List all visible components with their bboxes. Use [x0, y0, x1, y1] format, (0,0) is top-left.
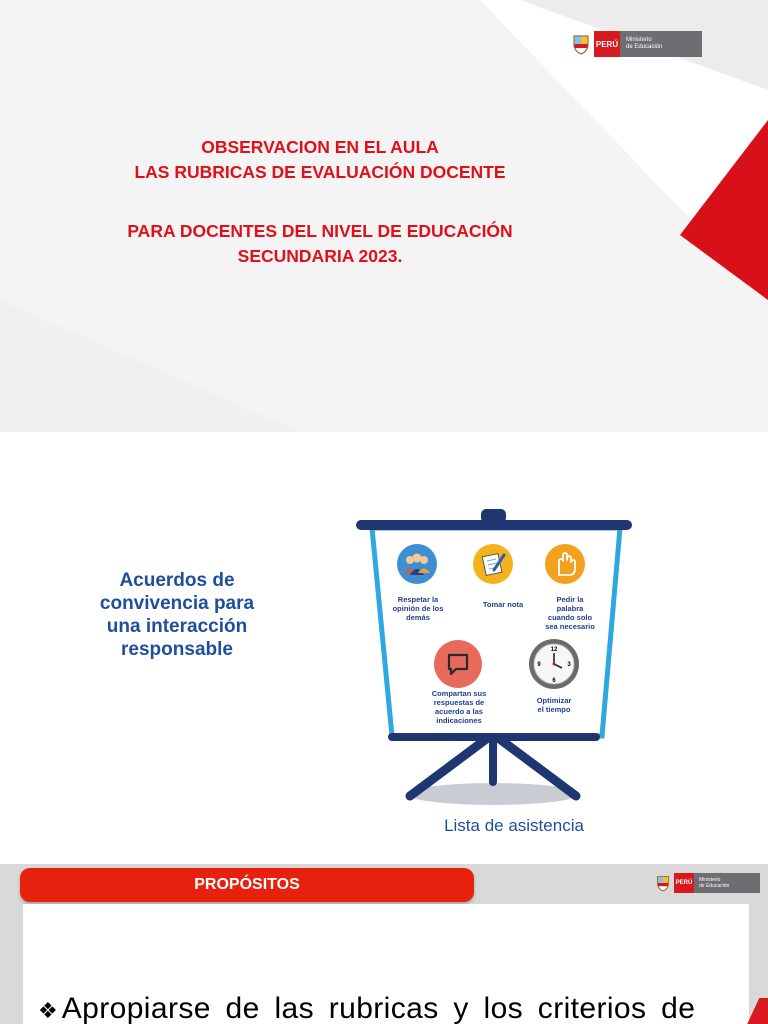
- board-bottom-bar: [388, 733, 600, 741]
- heading-line-4: responsable: [121, 639, 233, 660]
- heading-line-3: una interacción: [106, 616, 248, 637]
- peru-label: PERÚ: [594, 31, 620, 57]
- ministry-label: [620, 31, 702, 57]
- ministry-line-1: Ministerio: [699, 877, 721, 883]
- cover-background: [0, 0, 768, 432]
- coat-of-arms-icon: [654, 873, 672, 893]
- purposes-banner-text: PROPÓSITOS: [194, 876, 300, 893]
- label-line: sea necesario: [545, 622, 595, 631]
- label-optimizar: [523, 696, 585, 714]
- attendance-list-link[interactable]: Lista de asistencia: [444, 816, 584, 835]
- peru-label: PERÚ: [674, 873, 694, 893]
- diamond-bullet-icon: ❖: [38, 999, 58, 1024]
- label-line: el tiempo: [537, 705, 571, 714]
- label-line: opinión de los: [392, 604, 444, 613]
- cover-slide: [0, 0, 768, 432]
- label-line: Pedir la: [556, 595, 584, 604]
- heading-line-1: Acuerdos de: [119, 570, 235, 591]
- purposes-banner: [20, 868, 474, 902]
- label-line: Compartan sus: [431, 689, 487, 698]
- people-icon: [397, 544, 437, 584]
- label-line: respuestas de: [433, 698, 485, 707]
- label-line: palabra: [556, 604, 584, 613]
- notepad-icon: [473, 544, 513, 584]
- clock-icon: [529, 639, 579, 689]
- ministry-line-2: de Educación: [626, 44, 663, 50]
- title-line-2: LAS RUBRICAS DE EVALUACIÓN DOCENTE: [134, 162, 506, 182]
- svg-text:9: 9: [537, 662, 541, 668]
- label-line: acuerdo a las: [435, 707, 483, 716]
- label-respetar: [390, 595, 446, 622]
- svg-text:12: 12: [550, 647, 558, 653]
- hand-icon: [545, 544, 585, 584]
- purpose-text: Apropiarse de las rubricas y los criterios de: [61, 992, 696, 1024]
- label-line: cuando solo: [547, 613, 593, 622]
- speech-bubble-icon: [434, 640, 482, 688]
- ministry-label: [694, 873, 760, 893]
- heading-line-2: convivencia para: [99, 593, 255, 614]
- label-line: Tomar nota: [482, 600, 524, 609]
- ministry-line-2: de Educación: [699, 883, 730, 889]
- label-line: Respetar la: [397, 595, 439, 604]
- board-top-bar: [356, 520, 632, 530]
- minedu-logo: [570, 31, 702, 57]
- ministry-line-1: Ministerio: [626, 37, 652, 43]
- agreements-slide: [0, 432, 768, 864]
- minedu-logo-small: [654, 873, 760, 893]
- title-line-1: OBSERVACION EN EL AULA: [201, 137, 439, 157]
- title-line-4: SECUNDARIA 2023.: [237, 246, 403, 266]
- coat-of-arms-icon: [570, 32, 592, 56]
- label-tomar-nota: [470, 600, 536, 609]
- board-shadow: [407, 783, 579, 805]
- label-pedir-palabra: [538, 595, 602, 631]
- svg-text:3: 3: [567, 662, 571, 668]
- svg-text:6: 6: [552, 678, 556, 684]
- label-line: indicaciones: [436, 716, 482, 725]
- title-line-3: PARA DOCENTES DEL NIVEL DE EDUCACIÓN: [127, 221, 513, 241]
- label-line: Optimizar: [536, 696, 572, 705]
- agreements-heading: [62, 569, 292, 661]
- label-compartan: [426, 689, 492, 725]
- purpose-bullet: [38, 992, 750, 1024]
- purposes-slide: [0, 864, 768, 1024]
- bg-lower-facet: [0, 300, 300, 432]
- label-line: demás: [406, 613, 430, 622]
